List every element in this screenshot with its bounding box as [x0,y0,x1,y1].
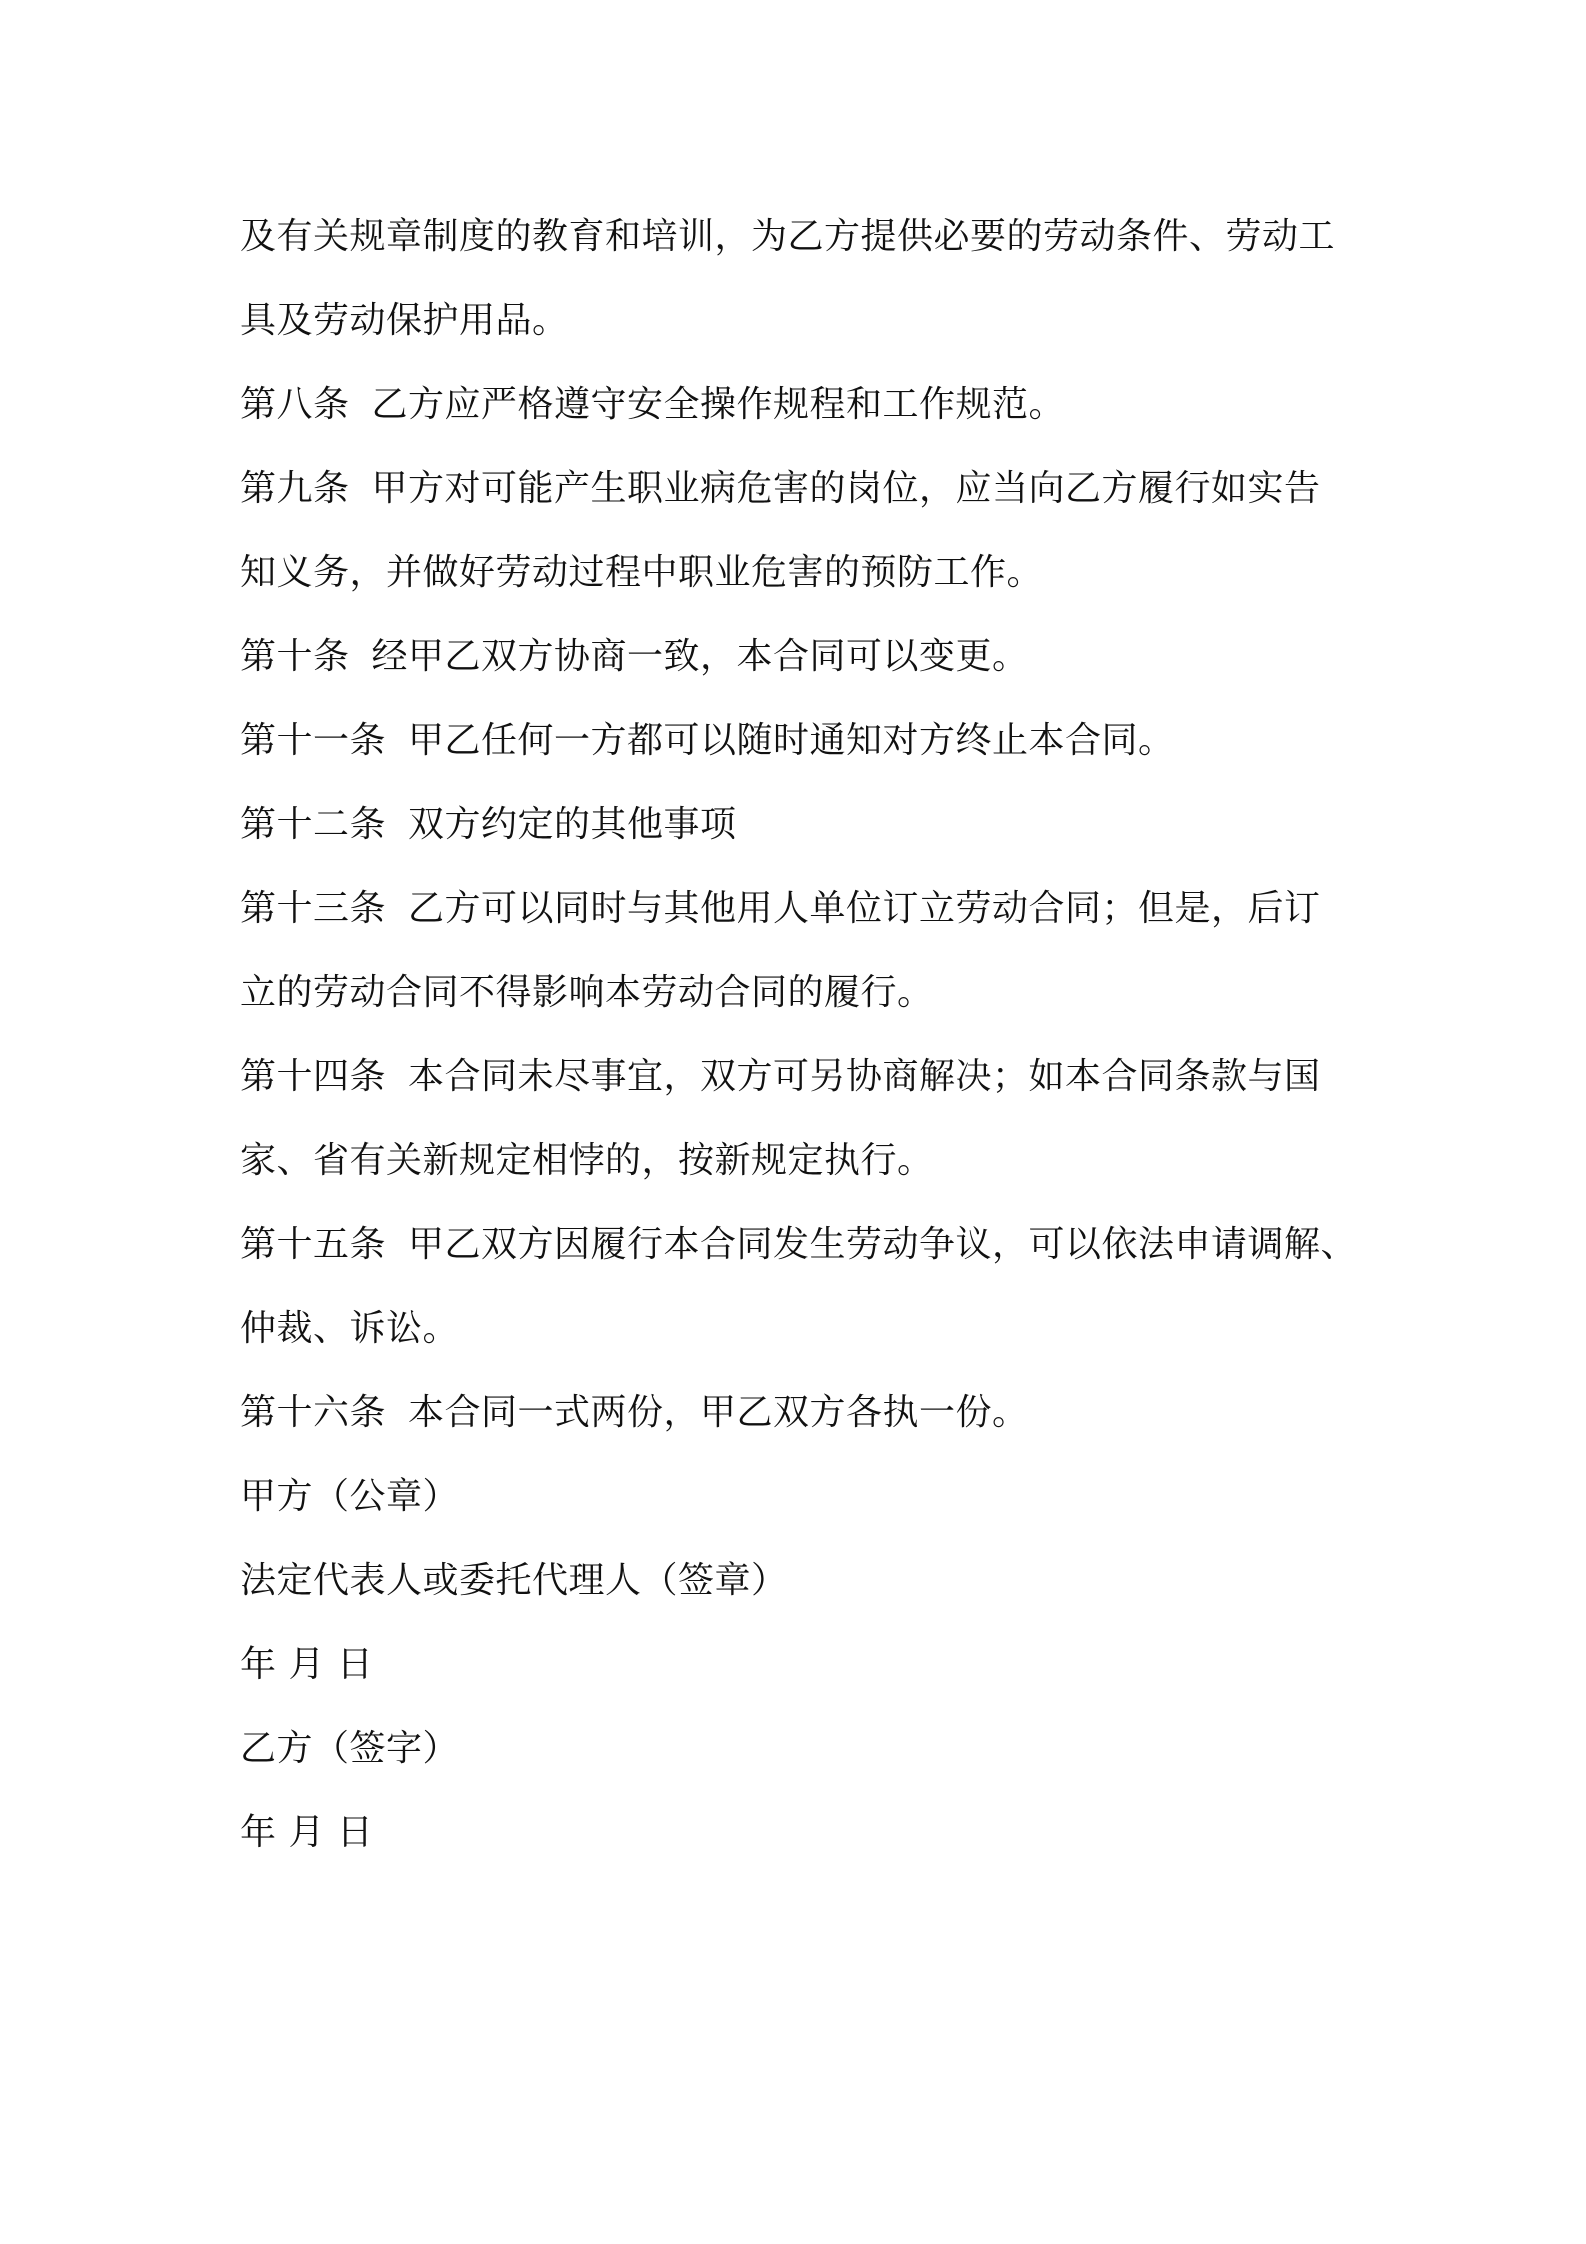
article-number: 第十四条 [240,1056,387,1097]
line-text: 立的劳动合同不得影响本劳动合同的履行。 [240,972,934,1013]
paragraph-line [240,951,1370,1035]
article-text: 双方约定的其他事项 [408,804,737,845]
line-text: 具及劳动保护用品。 [240,300,569,341]
article-15 [240,1203,1370,1287]
paragraph-line [240,531,1370,615]
article-10 [240,615,1370,699]
article-11 [240,699,1370,783]
article-text: 乙方应严格遵守安全操作规程和工作规范。 [371,384,1066,425]
article-number: 第十五条 [240,1224,387,1265]
article-text: 甲乙任何一方都可以随时通知对方终止本合同。 [408,720,1175,761]
article-number: 第十条 [240,636,350,677]
contract-body [240,195,1370,1875]
paragraph-line [240,1287,1370,1371]
article-number: 第十三条 [240,888,387,929]
article-number: 第十二条 [240,804,387,845]
party-b-date: 年 月 日 [240,1812,374,1853]
article-number: 第十一条 [240,720,387,761]
article-16 [240,1371,1370,1455]
paragraph-line [240,279,1370,363]
paragraph-line [240,195,1370,279]
article-text: 本合同未尽事宜，双方可另协商解决；如本合同条款与国 [408,1056,1321,1097]
article-text: 经甲乙双方协商一致，本合同可以变更。 [371,636,1029,677]
article-number: 第八条 [240,384,350,425]
representative-signature: 法定代表人或委托代理人（签章） [240,1560,788,1601]
article-number: 第九条 [240,468,350,509]
party-b-signature: 乙方（签字） [240,1728,460,1769]
article-9 [240,447,1370,531]
article-text: 甲方对可能产生职业病危害的岗位，应当向乙方履行如实告 [371,468,1321,509]
article-8 [240,363,1370,447]
article-text: 本合同一式两份，甲乙双方各执一份。 [408,1392,1029,1433]
article-13 [240,867,1370,951]
line-text: 家、省有关新规定相悖的，按新规定执行。 [240,1140,934,1181]
article-text: 乙方可以同时与其他用人单位订立劳动合同；但是，后订 [408,888,1321,929]
line-text: 仲裁、诉讼。 [240,1308,460,1349]
article-14 [240,1035,1370,1119]
article-12 [240,783,1370,867]
line-text: 及有关规章制度的教育和培训，为乙方提供必要的劳动条件、劳动工 [240,216,1336,257]
paragraph-line [240,1119,1370,1203]
party-a-date: 年 月 日 [240,1644,374,1685]
party-a-seal: 甲方（公章） [240,1476,460,1517]
article-number: 第十六条 [240,1392,387,1433]
line-text: 知义务，并做好劳动过程中职业危害的预防工作。 [240,552,1044,593]
article-text: 甲乙双方因履行本合同发生劳动争议，可以依法申请调解、 [408,1224,1358,1265]
